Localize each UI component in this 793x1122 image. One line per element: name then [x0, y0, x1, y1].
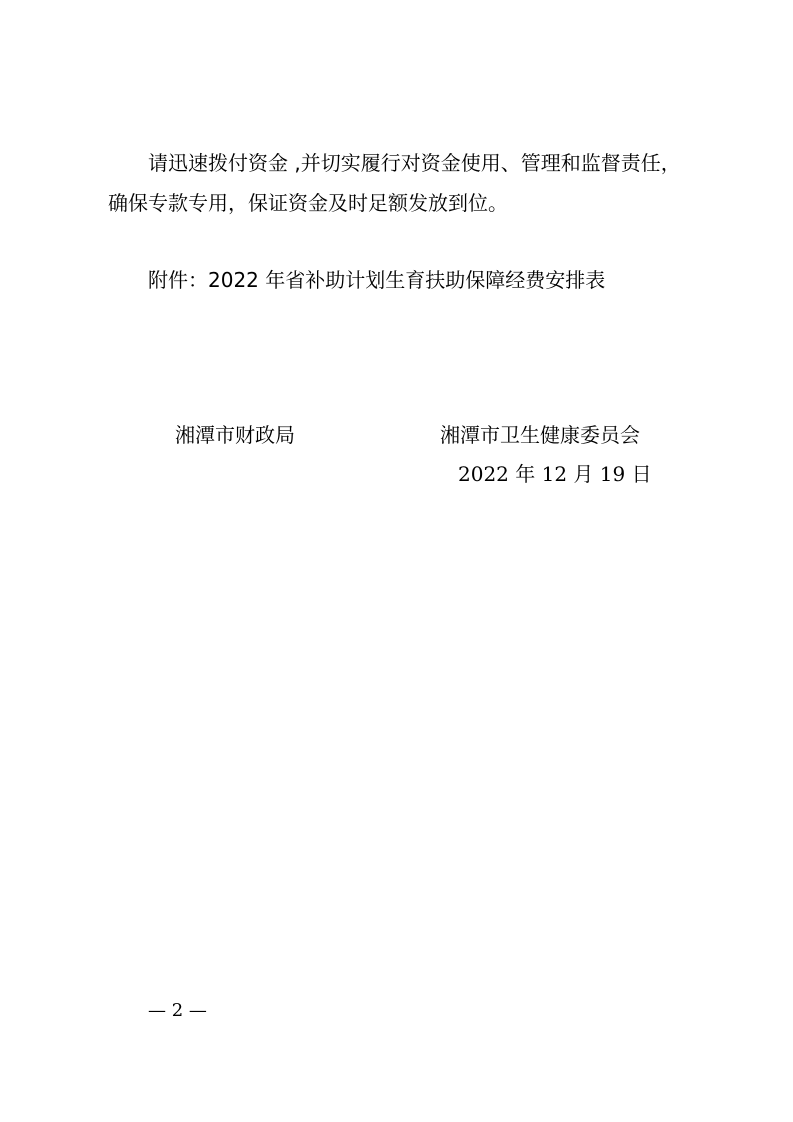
page-number: — 2 —: [148, 1000, 207, 1021]
body-paragraph-line-1: 请迅速拨付资金 ,并切实履行对资金使用、管理和监督责任，: [148, 151, 681, 175]
attachment-note: 附件：2022 年省补助计划生育扶助保障经费安排表: [148, 268, 606, 292]
signature-finance-bureau: 湘潭市财政局: [175, 423, 295, 447]
signature-health-commission: 湘潭市卫生健康委员会: [440, 423, 640, 447]
body-paragraph-line-2: 确保专款专用，保证资金及时足额发放到位。: [108, 191, 508, 215]
signature-date: 2022 年 12 月 19 日: [458, 462, 652, 486]
